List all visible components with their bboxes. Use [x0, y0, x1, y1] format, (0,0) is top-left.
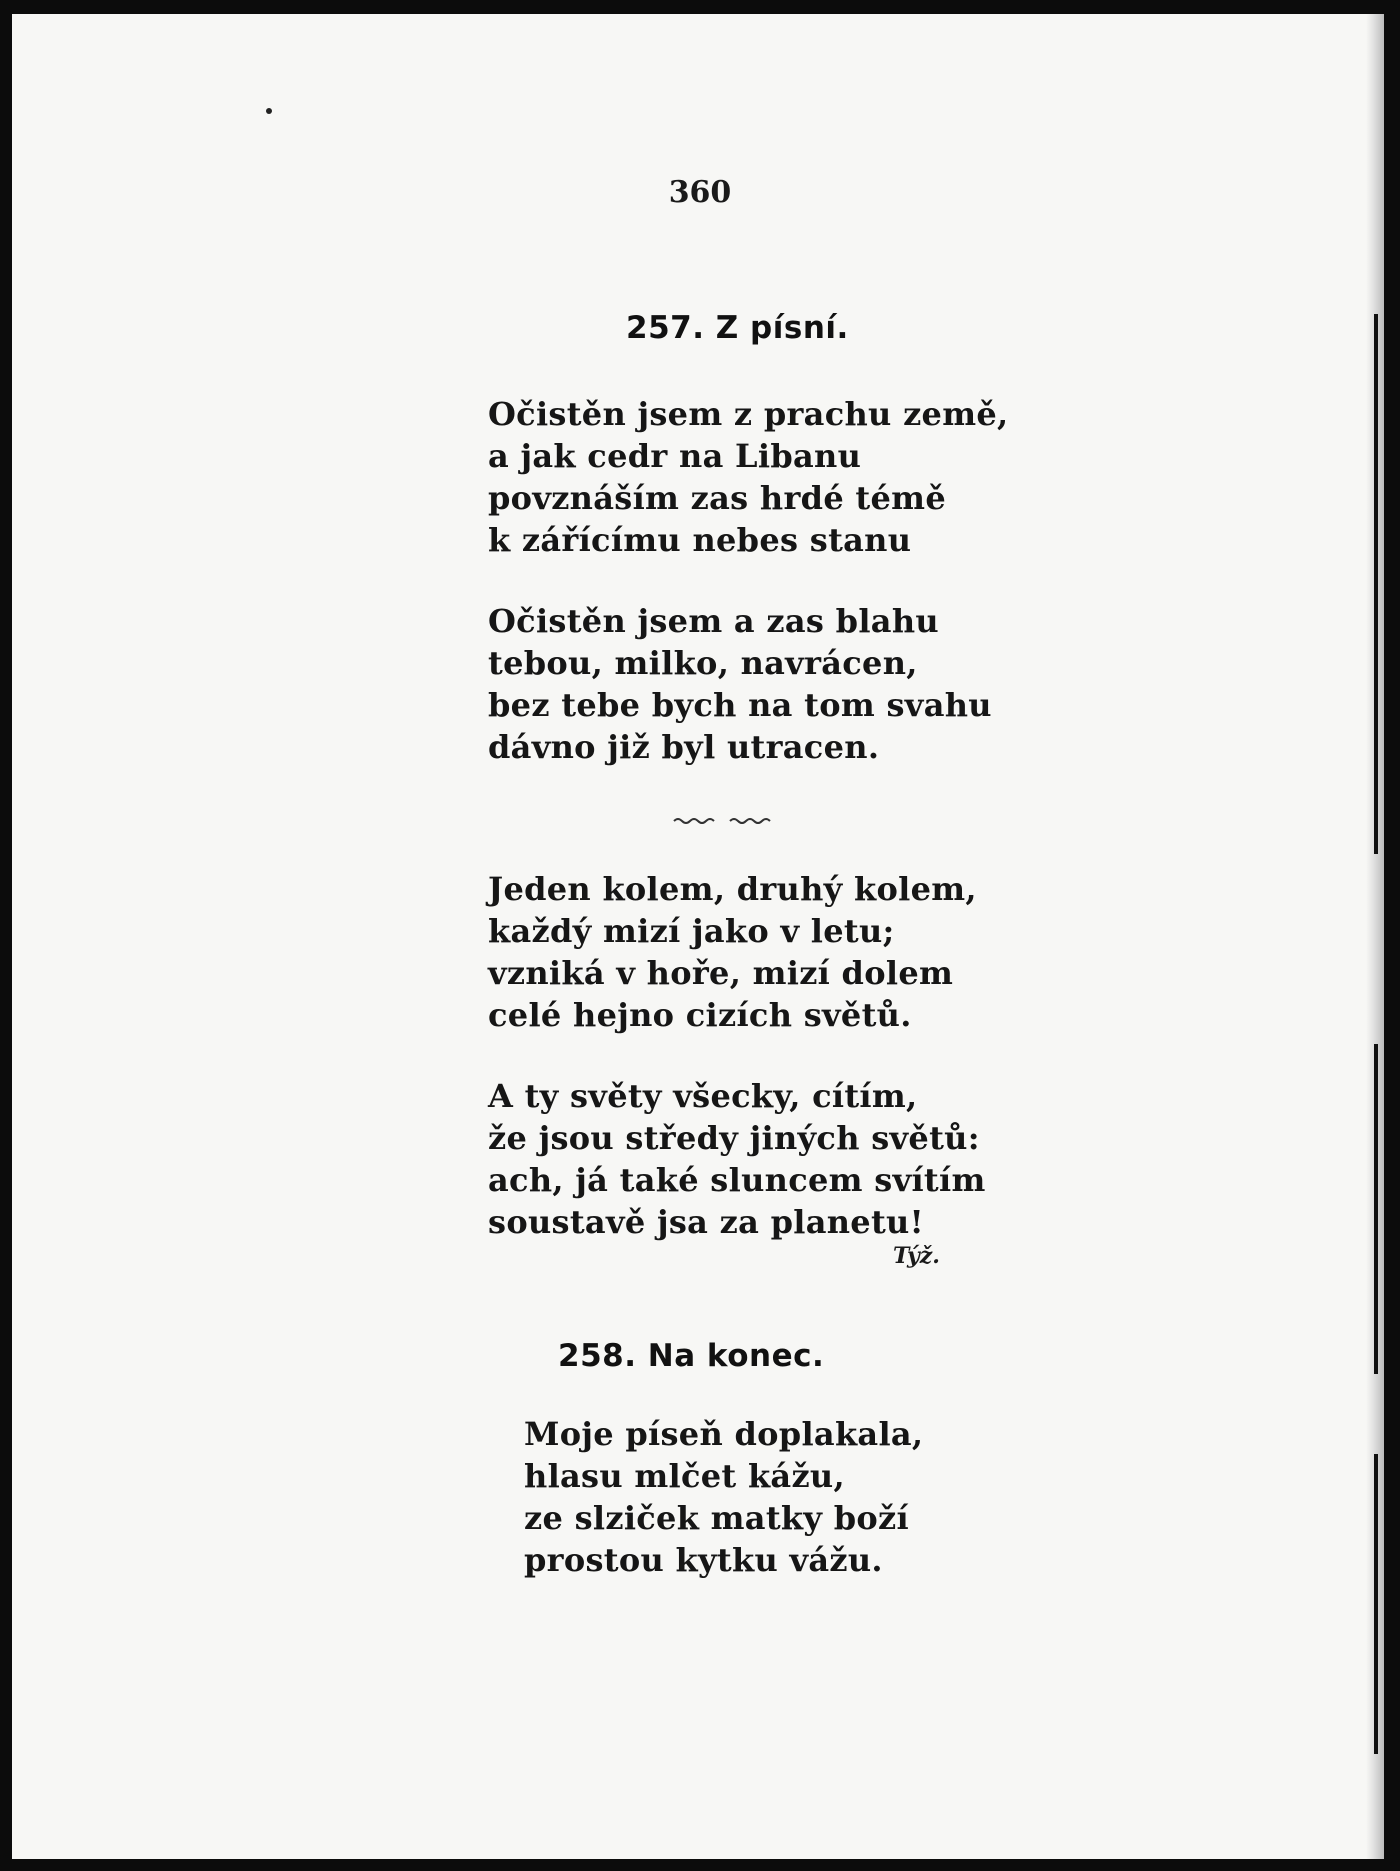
verse-line: A ty světy všecky, cítím, [488, 1077, 918, 1115]
poem-author: Týž. [893, 1243, 940, 1269]
poem-258-stanza-1 [524, 1413, 923, 1581]
section-divider [672, 814, 774, 828]
verse-line: celé hejno cizích světů. [488, 996, 912, 1034]
poem-heading-257: 257. Z písní. [626, 310, 849, 346]
verse-line: Moje píseň doplakala, [524, 1415, 924, 1453]
verse-line: prostou kytku vážu. [524, 1541, 883, 1579]
page-edge-line [1374, 1044, 1378, 1374]
verse-line: a jak cedr na Libanu [488, 437, 862, 475]
verse-line: že jsou středy jiných světů: [488, 1119, 980, 1157]
verse-line: dávno již byl utracen. [488, 728, 880, 766]
verse-line: ach, já také sluncem svítím [488, 1161, 986, 1199]
verse-line: tebou, milko, navrácen, [488, 644, 918, 682]
verse-line: vzniká v hoře, mizí dolem [488, 954, 954, 992]
page-edge-line [1374, 314, 1378, 854]
ink-speck [266, 108, 272, 114]
verse-line: Jeden kolem, druhý kolem, [488, 870, 977, 908]
poem-257-stanza-4 [488, 1075, 986, 1243]
poem-heading-258: 258. Na konec. [558, 1338, 825, 1374]
verse-line: k zářícímu nebes stanu [488, 521, 912, 559]
poem-257-stanza-1 [488, 393, 1008, 561]
poem-257-stanza-2 [488, 600, 992, 768]
page-edge-line [1374, 1454, 1378, 1754]
verse-line: ze slziček matky boží [524, 1499, 909, 1537]
verse-line: každý mizí jako v letu; [488, 912, 895, 950]
verse-line: povznáším zas hrdé témě [488, 479, 946, 517]
verse-line: bez tebe bych na tom svahu [488, 686, 992, 724]
verse-line: hlasu mlčet kážu, [524, 1457, 845, 1495]
verse-line: Očistěn jsem a zas blahu [488, 602, 939, 640]
verse-line: Očistěn jsem z prachu země, [488, 395, 1009, 433]
page-number: 360 [668, 175, 732, 210]
verse-line: soustavě jsa za planetu! [488, 1203, 924, 1241]
poem-257-stanza-3 [488, 868, 977, 1036]
